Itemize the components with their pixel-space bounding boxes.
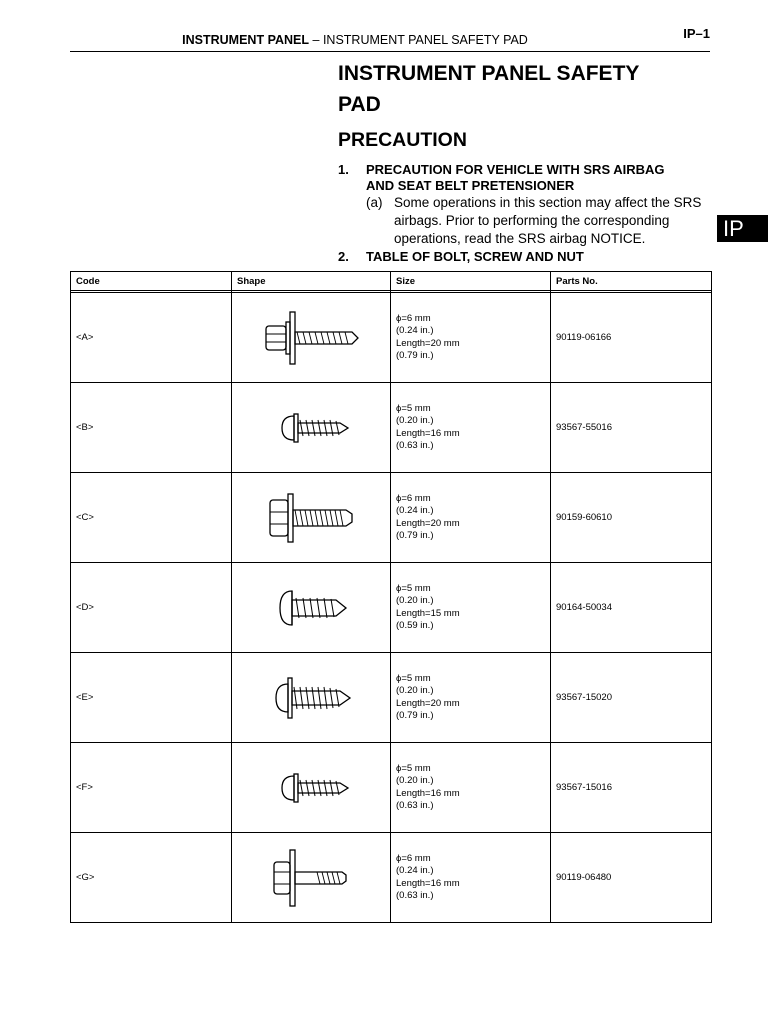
size-length-in: (0.79 in.) [396, 710, 434, 721]
cell-part-number: 90164-50034 [551, 563, 712, 653]
header-separator: – [312, 33, 320, 47]
size-diameter-in: (0.24 in.) [396, 865, 434, 876]
table-row [71, 833, 712, 923]
flange-hex-bolt-icon [256, 488, 366, 548]
cell-code: <B> [71, 383, 232, 473]
size-length: Length=20 mm [396, 697, 460, 709]
pan-head-screw-icon [256, 578, 366, 638]
size-diameter-in: (0.20 in.) [396, 775, 434, 786]
cell-size [391, 833, 551, 923]
cell-code: <G> [71, 833, 232, 923]
cell-shape [232, 833, 391, 923]
size-diameter: ϕ=6 mm [396, 492, 431, 504]
size-length-in: (0.63 in.) [396, 800, 434, 811]
item-1-line1: PRECAUTION FOR VEHICLE WITH SRS AIRBAG [366, 162, 665, 177]
header-shape: Shape [232, 272, 391, 291]
item-1-text [366, 162, 665, 194]
table-row [71, 383, 712, 473]
size-length-in: (0.79 in.) [396, 350, 434, 361]
item-1-line2: AND SEAT BELT PRETENSIONER [366, 178, 575, 193]
flange-tapping-screw-icon [256, 758, 366, 818]
item-1a-text [394, 194, 714, 248]
header-size: Size [391, 272, 551, 291]
header-code: Code [71, 272, 232, 291]
cell-size [391, 563, 551, 653]
cell-shape [232, 653, 391, 743]
section-tab: IP [717, 215, 768, 242]
hex-bolt-with-washer-icon [256, 848, 366, 908]
size-length-in: (0.59 in.) [396, 620, 434, 631]
table-row [71, 563, 712, 653]
size-length-in: (0.79 in.) [396, 530, 434, 541]
cell-code: <C> [71, 473, 232, 563]
flange-tapping-screw-long-icon [256, 668, 366, 728]
item-1-number: 1. [338, 162, 349, 177]
cell-shape [232, 293, 391, 383]
size-length: Length=20 mm [396, 337, 460, 349]
size-diameter-in: (0.20 in.) [396, 685, 434, 696]
table-row [71, 473, 712, 563]
item-1a-line3: operations, read the SRS airbag NOTICE. [394, 231, 646, 246]
item-2-number: 2. [338, 249, 349, 264]
cell-size [391, 473, 551, 563]
section-heading: PRECAUTION [338, 129, 467, 151]
cell-code: <D> [71, 563, 232, 653]
size-diameter-in: (0.20 in.) [396, 595, 434, 606]
size-length: Length=16 mm [396, 427, 460, 439]
size-length: Length=16 mm [396, 787, 460, 799]
header-title [70, 33, 640, 47]
page-title [338, 58, 698, 120]
item-2-text: TABLE OF BOLT, SCREW AND NUT [366, 249, 584, 264]
size-diameter-in: (0.24 in.) [396, 505, 434, 516]
cell-code: <A> [71, 293, 232, 383]
size-diameter-in: (0.24 in.) [396, 325, 434, 336]
header-parts-no: Parts No. [551, 272, 712, 291]
cell-shape [232, 563, 391, 653]
cell-code: <E> [71, 653, 232, 743]
page-title-line2: PAD [338, 93, 381, 116]
flange-tapping-screw-icon [256, 398, 366, 458]
cell-size [391, 743, 551, 833]
cell-part-number: 93567-15016 [551, 743, 712, 833]
header-subsection: INSTRUMENT PANEL SAFETY PAD [322, 33, 528, 47]
table-row [71, 293, 712, 383]
cell-code: <F> [71, 743, 232, 833]
header-section: INSTRUMENT PANEL [182, 33, 310, 47]
header-rule [70, 51, 710, 52]
size-diameter-in: (0.20 in.) [396, 415, 434, 426]
size-length: Length=16 mm [396, 877, 460, 889]
size-diameter: ϕ=5 mm [396, 672, 431, 684]
cell-shape [232, 383, 391, 473]
page-title-line1: INSTRUMENT PANEL SAFETY [338, 62, 640, 85]
cell-part-number: 93567-55016 [551, 383, 712, 473]
cell-shape [232, 743, 391, 833]
size-diameter: ϕ=6 mm [396, 312, 431, 324]
page-number: IP–1 [683, 26, 710, 41]
size-length: Length=20 mm [396, 517, 460, 529]
table-header-row [71, 272, 712, 291]
cell-size [391, 293, 551, 383]
cell-size [391, 383, 551, 473]
item-1a-line1: Some operations in this section may affect the SRS [394, 195, 702, 210]
size-diameter: ϕ=5 mm [396, 582, 431, 594]
cell-part-number: 90119-06480 [551, 833, 712, 923]
flange-hex-bolt-with-washer-icon [256, 308, 366, 368]
item-1a-label: (a) [366, 195, 383, 210]
size-diameter: ϕ=5 mm [396, 762, 431, 774]
cell-shape [232, 473, 391, 563]
table-row [71, 653, 712, 743]
page-header [70, 26, 710, 52]
size-length: Length=15 mm [396, 607, 460, 619]
table-row [71, 743, 712, 833]
size-length-in: (0.63 in.) [396, 440, 434, 451]
cell-part-number: 93567-15020 [551, 653, 712, 743]
cell-part-number: 90119-06166 [551, 293, 712, 383]
item-1a-line2: airbags. Prior to performing the corresponding [394, 213, 670, 228]
cell-size [391, 653, 551, 743]
size-diameter: ϕ=5 mm [396, 402, 431, 414]
cell-part-number: 90159-60610 [551, 473, 712, 563]
bolt-table [70, 271, 712, 923]
size-diameter: ϕ=6 mm [396, 852, 431, 864]
size-length-in: (0.63 in.) [396, 890, 434, 901]
